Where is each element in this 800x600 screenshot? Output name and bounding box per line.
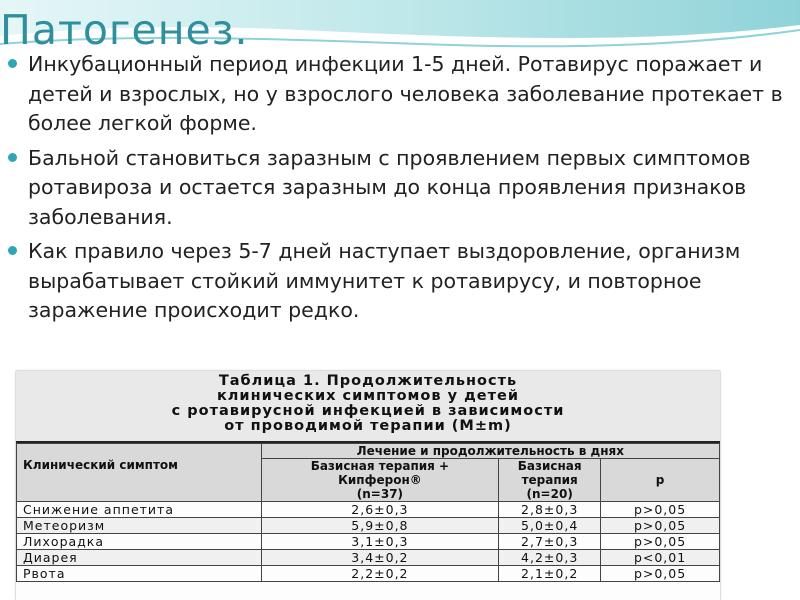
- table-row: [17, 502, 720, 518]
- symptom-cell: Лихорадка: [17, 534, 262, 550]
- table-caption: [16, 371, 720, 443]
- bullet-text: Инкубационный период инфекции 1-5 дней. Ротавирус поражает и детей и взрослых, но у взрослого человека заболевание протекает в более легкой форме.: [28, 52, 783, 135]
- symptom-cell: Диарея: [17, 550, 262, 566]
- p-cell: p>0,05: [601, 502, 720, 518]
- header-col3: p: [601, 459, 720, 502]
- value-cell: 5,9±0,8: [261, 518, 499, 534]
- header-col2-n: (n=20): [526, 487, 573, 501]
- value-cell: 2,8±0,3: [499, 502, 601, 518]
- bullet-dot-icon: [8, 153, 17, 162]
- table-row: [17, 566, 720, 582]
- table-image: [16, 371, 720, 600]
- value-cell: 2,2±0,2: [261, 566, 499, 582]
- value-cell: 5,0±0,4: [499, 518, 601, 534]
- header-col1-label: Базисная терапия + Кипферон®: [310, 459, 450, 487]
- symptom-cell: Метеоризм: [17, 518, 262, 534]
- table-row: [17, 550, 720, 566]
- bullet-item: [6, 144, 786, 233]
- symptom-cell: Снижение аппетита: [17, 502, 262, 518]
- value-cell: 2,6±0,3: [261, 502, 499, 518]
- caption-line: клинических симптомов у детей: [216, 388, 520, 404]
- caption-line: с ротавирусной инфекцией в зависимости: [171, 403, 565, 419]
- header-col1-n: (n=37): [356, 487, 404, 501]
- value-cell: 3,4±0,2: [261, 550, 499, 566]
- bullet-list: [6, 50, 786, 331]
- p-cell: p>0,05: [601, 518, 720, 534]
- table-row: [17, 534, 720, 550]
- bullet-text: Как правило через 5-7 дней наступает выздоровление, организм вырабатывает стойкий иммунитет к ротавирусу, и повторное заражение происходит редко.: [28, 239, 741, 322]
- value-cell: 2,7±0,3: [499, 534, 601, 550]
- slide-title: Патогенез.: [0, 6, 249, 54]
- value-cell: 3,1±0,3: [261, 534, 499, 550]
- value-cell: 2,1±0,2: [499, 566, 601, 582]
- header-symptom: Клинический симптом: [17, 444, 262, 502]
- caption-line: от проводимой терапии (M±m): [224, 418, 512, 434]
- bullet-text: Бальной становиться заразным с проявлением первых симптомов ротавироза и остается заразным до конца проявления признаков заболевания.: [28, 145, 751, 229]
- symptom-cell: Рвота: [17, 566, 262, 582]
- bullet-dot-icon: [8, 59, 17, 68]
- table-row: [17, 518, 720, 534]
- bullet-item: [6, 50, 786, 139]
- header-col2: [499, 459, 601, 502]
- p-cell: p<0,01: [601, 550, 720, 566]
- header-col1: [261, 459, 499, 502]
- header-group: Лечение и продолжительность в днях: [261, 444, 719, 459]
- caption-line: Таблица 1. Продолжительность: [218, 373, 518, 389]
- bullet-item: [6, 237, 786, 326]
- header-col2-label: Базисная терапия: [517, 459, 582, 487]
- value-cell: 4,2±0,3: [499, 550, 601, 566]
- bullet-dot-icon: [8, 246, 17, 255]
- p-cell: p>0,05: [601, 566, 720, 582]
- symptom-duration-table: [16, 443, 720, 582]
- p-cell: p>0,05: [601, 534, 720, 550]
